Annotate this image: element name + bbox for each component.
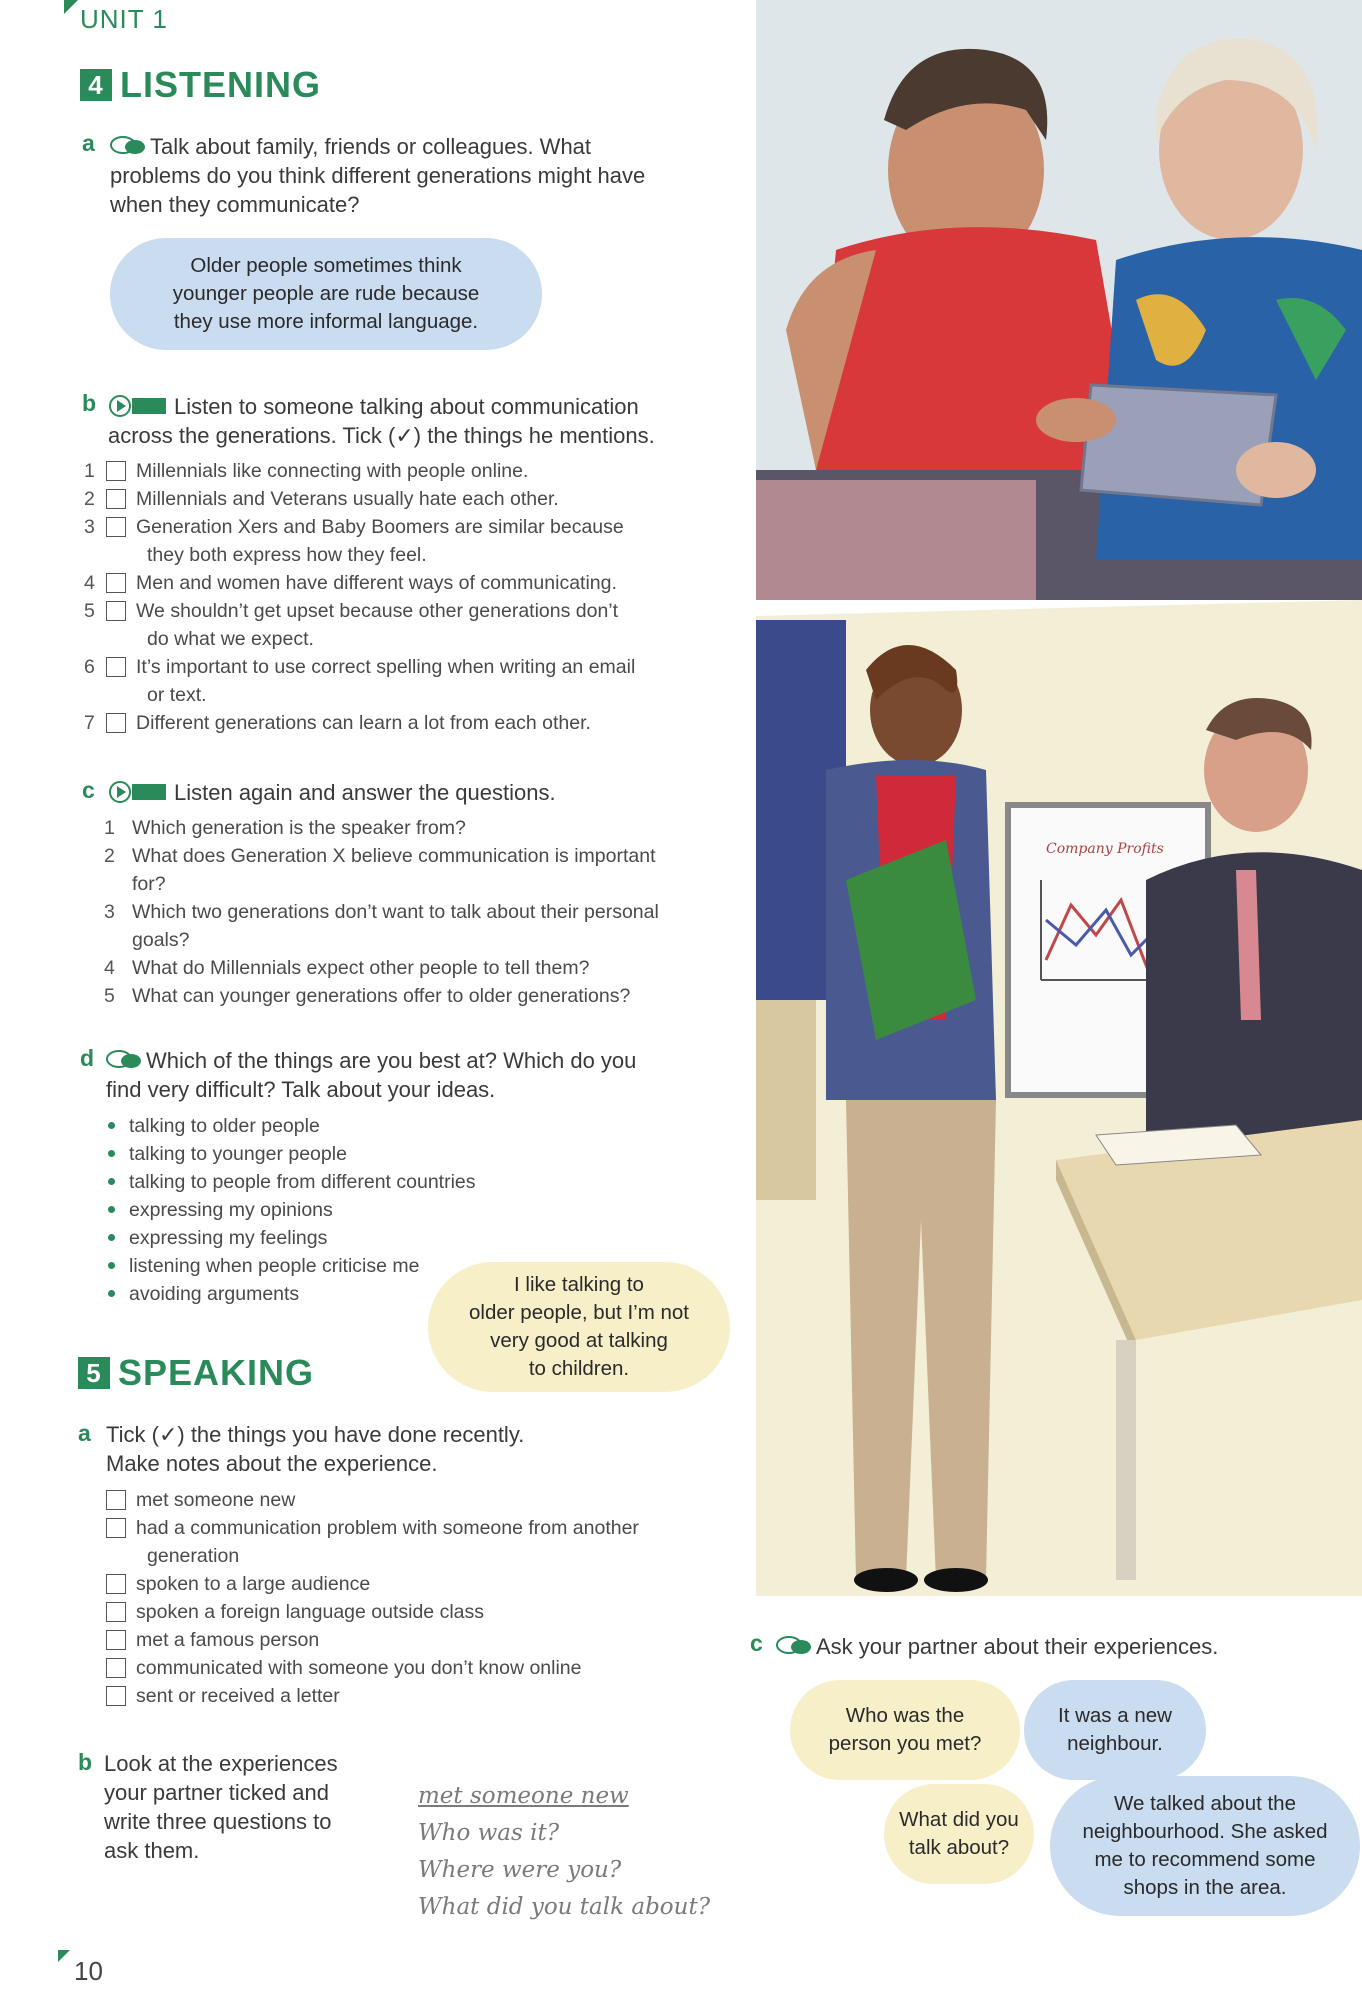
- handwritten-notes: [418, 1778, 738, 1926]
- item-text: Generation Xers and Baby Boomers are similar because: [136, 516, 624, 538]
- photo-tablet-generations: [756, 0, 1362, 616]
- audio-track-icon: [108, 394, 168, 418]
- unit-label: UNIT 1: [80, 4, 168, 34]
- exercise-letter: b: [78, 1749, 93, 1775]
- item-text-continued: generation: [147, 1545, 240, 1567]
- question-item: [104, 842, 724, 870]
- exercise-letter: d: [80, 1045, 95, 1071]
- answer-speech-bubble: It was a new neighbour.: [1024, 1680, 1206, 1780]
- question-speech-bubble: Who was the person you met?: [790, 1680, 1020, 1780]
- tick-checkbox[interactable]: [106, 1630, 126, 1650]
- item-text: Different generations can learn a lot from each other.: [136, 712, 591, 734]
- exercise-5b-text: [104, 1749, 394, 1865]
- item-text: met someone new: [136, 1489, 296, 1511]
- example-speech-bubble: Older people sometimes think younger people are rude because they use more informal language.: [110, 238, 542, 350]
- item-text: What do Millennials expect other people to tell them?: [132, 957, 590, 979]
- bullet-icon: [108, 1234, 115, 1241]
- item-text-continued: do what we expect.: [147, 628, 314, 650]
- item-text: It’s important to use correct spelling when writing an email: [136, 656, 636, 678]
- page-number: 10: [74, 1956, 103, 1986]
- tick-checkbox[interactable]: [106, 1686, 126, 1706]
- whiteboard-caption: Company Profits: [1046, 841, 1164, 857]
- item-text: We shouldn’t get upset because other generations don’t: [136, 600, 619, 622]
- example-speech-bubble: I like talking to older people, but I’m not very good at talking to children.: [428, 1262, 730, 1392]
- checklist-item: [84, 653, 734, 681]
- bullet-icon: [108, 1290, 115, 1297]
- tick-checkbox[interactable]: [106, 601, 126, 621]
- question-item: [104, 898, 724, 926]
- bullet-icon: [108, 1150, 115, 1157]
- instruction-line: your partner ticked and: [104, 1780, 330, 1805]
- tick-checkbox[interactable]: [106, 1490, 126, 1510]
- handwritten-line: What did you talk about?: [418, 1894, 711, 1920]
- checklist-item: [106, 1598, 726, 1626]
- exercise-5a-list: [106, 1486, 726, 1710]
- item-text: spoken to a large audience: [136, 1573, 371, 1595]
- bullet-text: avoiding arguments: [129, 1283, 300, 1305]
- section-title: LISTENING: [120, 64, 322, 105]
- bullet-item: [108, 1140, 568, 1168]
- item-text: met a famous person: [136, 1629, 320, 1651]
- item-text-continued: for?: [132, 873, 166, 895]
- item-text: communicated with someone you don’t know online: [136, 1657, 582, 1679]
- audio-track-icon: [108, 780, 168, 804]
- tick-checkbox[interactable]: [106, 489, 126, 509]
- instruction-line: ask them.: [104, 1838, 200, 1863]
- instruction-line: write three questions to: [104, 1809, 332, 1834]
- bullet-item: [108, 1112, 568, 1140]
- tick-checkbox[interactable]: [106, 1574, 126, 1594]
- item-text: Millennials like connecting with people online.: [136, 460, 529, 482]
- checklist-item: [106, 1514, 726, 1542]
- item-number: 3: [104, 901, 115, 923]
- bullet-icon: [108, 1206, 115, 1213]
- item-text-continued: goals?: [132, 929, 190, 951]
- tick-checkbox[interactable]: [106, 461, 126, 481]
- exercise-4c-text: Listen again and answer the questions.: [108, 778, 556, 807]
- item-text: had a communication problem with someone from another: [136, 1517, 639, 1539]
- exercise-4b-list: [84, 457, 734, 737]
- item-text-continued: or text.: [147, 684, 207, 706]
- checklist-item: [84, 485, 734, 513]
- bullet-text: talking to people from different countries: [129, 1171, 476, 1193]
- tick-checkbox[interactable]: [106, 517, 126, 537]
- item-number: 4: [84, 572, 95, 594]
- photo-illustration: [756, 0, 1362, 616]
- question-item: [104, 954, 724, 982]
- bullet-icon: [108, 1262, 115, 1269]
- item-number: 1: [84, 460, 95, 482]
- exercise-letter: b: [82, 390, 97, 416]
- item-text: Which two generations don’t want to talk about their personal: [132, 901, 659, 923]
- checklist-item: [106, 1682, 726, 1710]
- question-item: [104, 814, 724, 842]
- tick-checkbox[interactable]: [106, 1602, 126, 1622]
- bullet-text: talking to younger people: [129, 1143, 347, 1165]
- speaking-heading: [78, 1352, 314, 1394]
- question-item: [104, 982, 724, 1010]
- handwritten-line: met someone new: [418, 1783, 629, 1809]
- exercise-4c-list: [104, 814, 724, 1010]
- section-number: 4: [80, 69, 112, 101]
- item-text-continued: they both express how they feel.: [147, 544, 427, 566]
- exercise-4b-text: Listen to someone talking about communication across the generations. Tick (✓) the things he mentions.: [108, 394, 655, 448]
- bullet-item: [108, 1168, 568, 1196]
- item-number: 3: [84, 516, 95, 538]
- item-number: 2: [84, 488, 95, 510]
- item-text: What does Generation X believe communication is important: [132, 845, 656, 867]
- exercise-4a-text: Talk about family, friends or colleagues. What problems do you think different generations might have when they communicate?: [110, 134, 646, 217]
- bullet-item: [108, 1224, 568, 1252]
- bullet-text: expressing my opinions: [129, 1199, 333, 1221]
- speech-bubbles-icon: [776, 1636, 812, 1656]
- question-speech-bubble: What did you talk about?: [884, 1784, 1034, 1884]
- checklist-item: [106, 1654, 726, 1682]
- tick-checkbox[interactable]: [106, 573, 126, 593]
- tick-checkbox[interactable]: [106, 1518, 126, 1538]
- checklist-item: [106, 1626, 726, 1654]
- answer-speech-bubble: We talked about the neighbourhood. She asked me to recommend some shops in the area.: [1050, 1776, 1360, 1916]
- exercise-letter: c: [82, 777, 95, 803]
- tick-checkbox[interactable]: [106, 1658, 126, 1678]
- handwritten-line: Who was it?: [418, 1820, 560, 1846]
- item-text: sent or received a letter: [136, 1685, 340, 1707]
- exercise-letter: a: [78, 1420, 91, 1446]
- bullet-icon: [108, 1122, 115, 1129]
- item-number: 1: [104, 817, 115, 839]
- tick-checkbox[interactable]: [106, 713, 126, 733]
- bullet-text: talking to older people: [129, 1115, 320, 1137]
- item-number: 5: [84, 600, 95, 622]
- bullet-text: listening when people criticise me: [129, 1255, 420, 1277]
- section-title: SPEAKING: [118, 1352, 315, 1393]
- bullet-icon: [108, 1178, 115, 1185]
- exercise-letter: a: [82, 130, 95, 156]
- bullet-item: [108, 1196, 568, 1224]
- item-number: 6: [84, 656, 95, 678]
- item-text: Which generation is the speaker from?: [132, 817, 466, 839]
- checklist-item: [106, 1486, 726, 1514]
- instruction-line: Look at the experiences: [104, 1751, 338, 1776]
- handwritten-line: Where were you?: [418, 1857, 622, 1883]
- speech-bubbles-icon: [110, 136, 146, 156]
- item-text: spoken a foreign language outside class: [136, 1601, 484, 1623]
- tick-checkbox[interactable]: [106, 657, 126, 677]
- photo-office-meeting: [756, 600, 1362, 1596]
- speech-bubbles-icon: [106, 1050, 142, 1070]
- exercise-letter: c: [750, 1630, 763, 1656]
- checklist-item: [84, 457, 734, 485]
- item-text: Men and women have different ways of communicating.: [136, 572, 617, 594]
- checklist-item: [106, 1570, 726, 1598]
- checklist-item: [84, 569, 734, 597]
- checklist-item: [84, 709, 734, 737]
- item-number: 2: [104, 845, 115, 867]
- listening-heading: [80, 64, 321, 106]
- item-text: Millennials and Veterans usually hate each other.: [136, 488, 559, 510]
- exercise-5a-text: Tick (✓) the things you have done recently. Make notes about the experience.: [106, 1422, 525, 1476]
- item-number: 5: [104, 985, 115, 1007]
- item-text: What can younger generations offer to older generations?: [132, 985, 631, 1007]
- checklist-item: [84, 597, 734, 625]
- bullet-text: expressing my feelings: [129, 1227, 328, 1249]
- item-number: 7: [84, 712, 95, 734]
- section-number: 5: [78, 1357, 110, 1389]
- corner-marker: [64, 0, 78, 14]
- checklist-item: [84, 513, 734, 541]
- corner-marker: [58, 1950, 70, 1962]
- exercise-5c-text: Ask your partner about their experiences.: [776, 1632, 1218, 1661]
- exercise-4d-text: Which of the things are you best at? Which do you find very difficult? Talk about your ideas.: [106, 1048, 637, 1102]
- item-number: 4: [104, 957, 115, 979]
